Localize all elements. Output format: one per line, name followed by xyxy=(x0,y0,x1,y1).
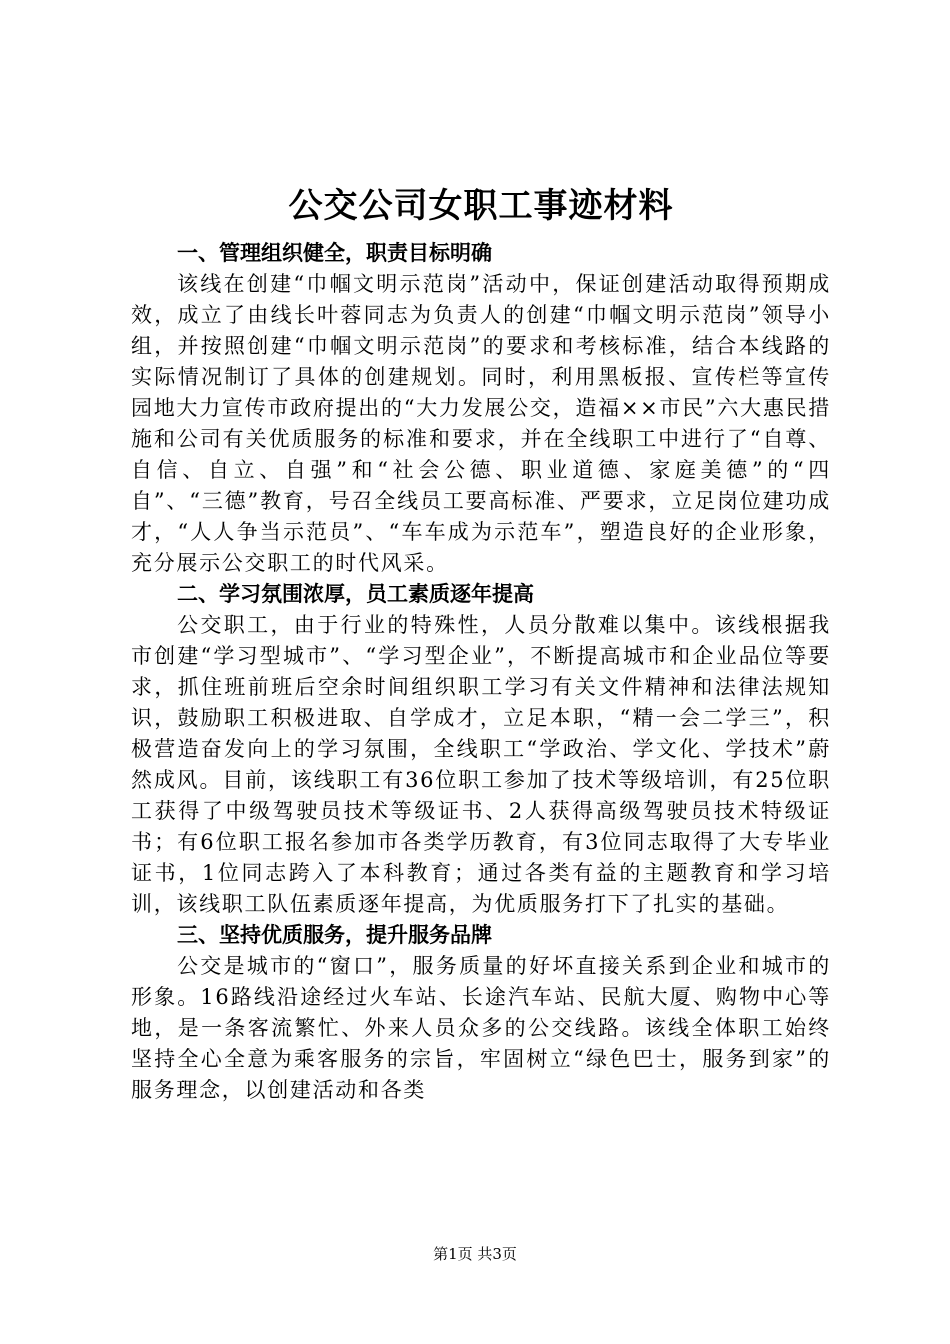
section-paragraph: 公交职工，由于行业的特殊性，人员分散难以集中。该线根据我市创建“学习型城市”、“学习型企业”，不断提高城市和企业品位等要求，抓住班前班后空余时间组织职工学习有关文件精神和法律法规知识，鼓励职工积极进取、自学成才，立足本职，“精一会二学三”，积极营造奋发向上的学习氛围，全线职工“学政治、学文化、学技术”蔚然成风。目前，该线职工有36位职工参加了技术等级培训，有25位职工获得了中级驾驶员技术等级证书、2人获得高级驾驶员技术特级证书；有6位职工报名参加市各类学历教育，有3位同志取得了大专毕业证书，1位同志跨入了本科教育；通过各类有益的主题教育和学习培训，该线职工队伍素质逐年提高，为优质服务打下了扎实的基础。 xyxy=(131,613,831,916)
section-1 xyxy=(131,238,831,579)
section-paragraph: 公交是城市的“窗口”，服务质量的好坏直接关系到企业和城市的形象。16路线沿途经过火车站、长途汽车站、民航大厦、购物中心等地，是一条客流繁忙、外来人员众多的公交线路。该线全体职工始终坚持全心全意为乘客服务的宗旨，牢固树立“绿色巴士，服务到家”的服务理念，以创建活动和各类 xyxy=(131,954,831,1102)
page-footer: 第1页 共3页 xyxy=(433,1245,517,1263)
section-paragraph: 该线在创建“巾帼文明示范岗”活动中，保证创建活动取得预期成效，成立了由线长叶蓉同志为负责人的创建“巾帼文明示范岗”领导小组，并按照创建“巾帼文明示范岗”的要求和考核标准，结合本线路的实际情况制订了具体的创建规划。同时，利用黑板报、宣传栏等宣传园地大力宣传市政府提出的“大力发展公交，造福××市民”六大惠民措施和公司有关优质服务的标准和要求，并在全线职工中进行了“自尊、自信、自立、自强”和“社会公德、职业道德、家庭美德”的“四自”、“三德”教育，号召全线员工要高标准、严要求，立足岗位建功成才，“人人争当示范员”、“车车成为示范车”，塑造良好的企业形象，充分展示公交职工的时代风采。 xyxy=(131,272,831,575)
document-title: 公交公司女职工事迹材料 xyxy=(288,186,674,226)
section-2 xyxy=(131,579,831,920)
document-page xyxy=(131,178,831,1106)
section-heading: 二、学习氛围浓厚，员工素质逐年提高 xyxy=(177,582,534,606)
section-heading: 一、管理组织健全，职责目标明确 xyxy=(177,241,492,265)
section-heading: 三、坚持优质服务，提升服务品牌 xyxy=(177,923,492,947)
section-3 xyxy=(131,920,831,1106)
